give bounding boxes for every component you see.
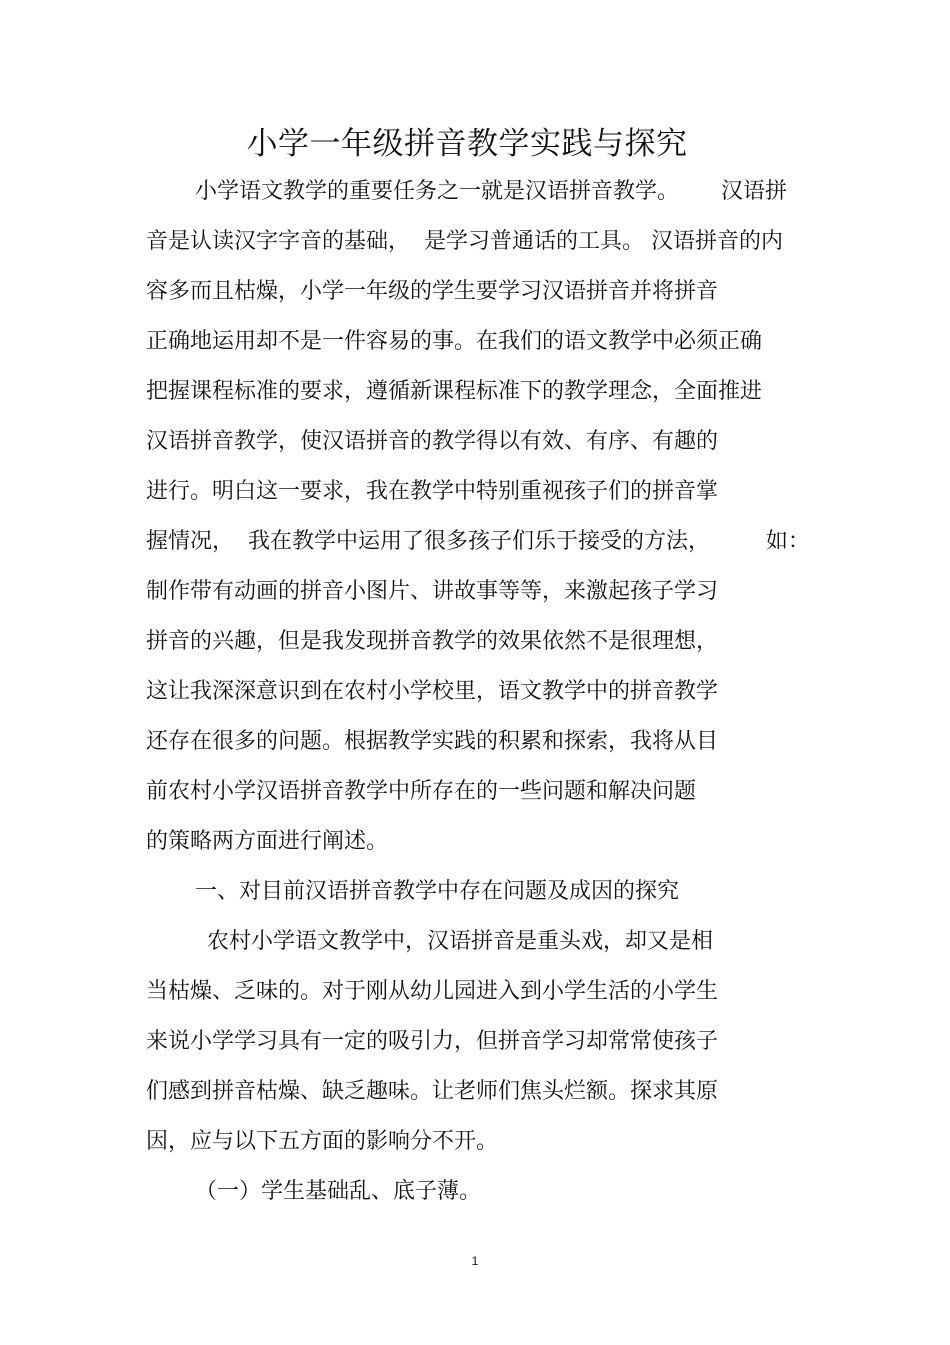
paragraph-line: 前农村小学汉语拼音教学中所存在的一些问题和解决问题	[146, 779, 697, 804]
document-title: 小学一年级拼音教学实践与探究	[246, 126, 688, 162]
paragraph-line: 把握课程标准的要求，遵循新课程标准下的教学理念，全面推进	[146, 379, 763, 404]
section-heading: 一、对目前汉语拼音教学中存在问题及成因的探究	[195, 879, 680, 904]
paragraph-line: 音是认读汉字字音的基础， 是学习普通话的工具。 汉语拼音的内	[146, 229, 783, 254]
subsection-heading: （一）学生基础乱、底子薄。	[195, 1179, 482, 1204]
paragraph-line: 当枯燥、乏味的。对于刚从幼儿园进入到小学生活的小学生	[146, 979, 719, 1004]
paragraph-line: 汉语拼音教学，使汉语拼音的教学得以有效、有序、有趣的	[146, 429, 719, 454]
paragraph-line: 的策略两方面进行阐述。	[146, 829, 389, 854]
paragraph-line: 进行。明白这一要求，我在教学中特别重视孩子们的拼音掌	[146, 479, 719, 504]
paragraph-line: 拼音的兴趣，但是我发现拼音教学的效果依然不是很理想，	[146, 629, 719, 654]
paragraph-line: 容多而且枯燥，小学一年级的学生要学习汉语拼音并将拼音	[146, 279, 719, 304]
paragraph-line: 农村小学语文教学中，汉语拼音是重头戏，却又是相	[207, 929, 714, 954]
paragraph-line: 正确地运用却不是一件容易的事。在我们的语文教学中必须正确	[146, 329, 763, 354]
page-number: 1	[471, 1254, 479, 1268]
paragraph-line: 这让我深深意识到在农村小学校里，语文教学中的拼音教学	[146, 679, 719, 704]
paragraph-line: 们感到拼音枯燥、缺乏趣味。让老师们焦头烂额。探求其原	[146, 1079, 719, 1104]
paragraph-line: 因，应与以下五方面的影响分不开。	[146, 1129, 499, 1154]
paragraph-line: 制作带有动画的拼音小图片、讲故事等等，来激起孩子学习	[146, 579, 719, 604]
paragraph-line: 小学语文教学的重要任务之一就是汉语拼音教学。 汉语拼	[195, 179, 787, 204]
paragraph-line: 来说小学学习具有一定的吸引力，但拼音学习却常常使孩子	[146, 1029, 719, 1054]
paragraph-line: 还存在很多的问题。根据教学实践的积累和探索，我将从目	[146, 729, 719, 754]
paragraph-line: 握情况， 我在教学中运用了很多孩子们乐于接受的方法， 如：	[146, 529, 810, 554]
